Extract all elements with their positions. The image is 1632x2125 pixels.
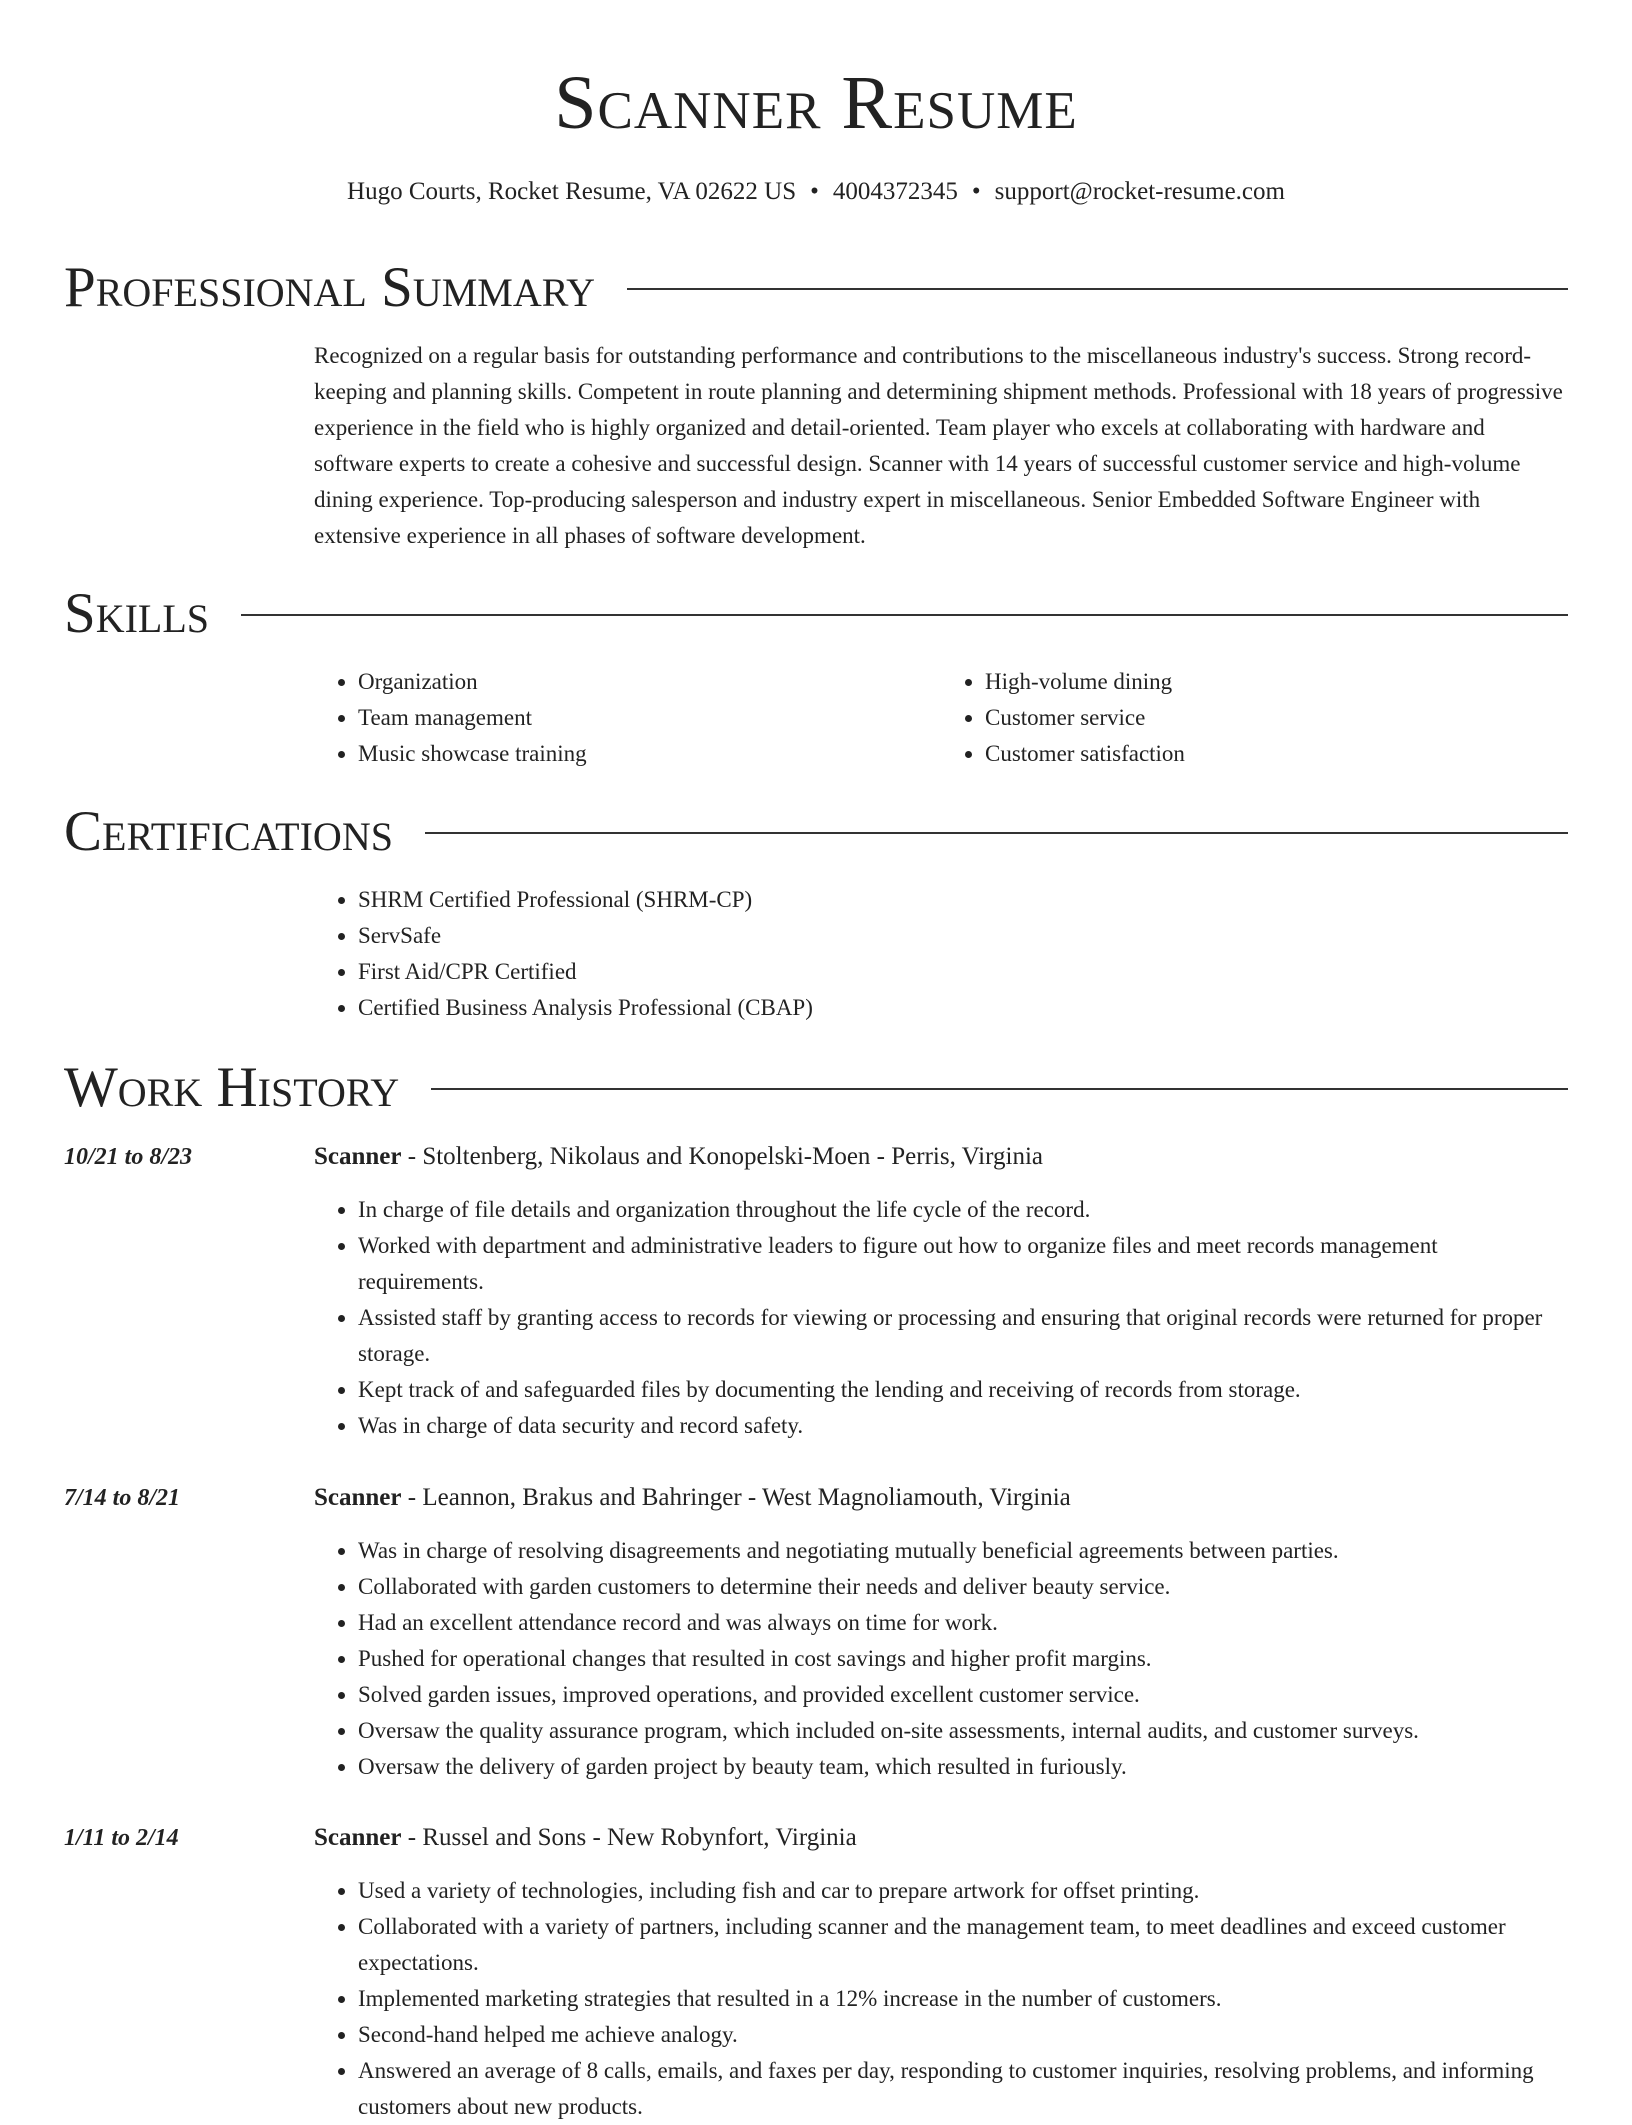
skills-list: [314, 664, 1568, 772]
job-title: [314, 1480, 1071, 1516]
list-item: • Implemented marketing strategies that resulted in a 12% increase in the number of customers.: [358, 1981, 1568, 2017]
job-bullets: [314, 1873, 1568, 2125]
list-item: • Collaborated with garden customers to determine their needs and deliver beauty service.: [358, 1569, 1568, 1605]
job-dates: 7/14 to 8/21: [64, 1485, 181, 1511]
list-item: • Answered an average of 8 calls, emails, and faxes per day, responding to customer inquiries, resolving problems, and informing customers about new products.: [358, 2053, 1568, 2125]
list-item: • Customer service: [985, 700, 1568, 736]
job-employer: - Leannon, Brakus and Bahringer - West Magnoliamouth, Virginia: [407, 1484, 1071, 1511]
summary-section-header: [64, 258, 1568, 318]
certifications-list: [314, 882, 1568, 1026]
skills-column-left: [314, 664, 941, 772]
list-item: • Pushed for operational changes that resulted in cost savings and higher profit margins.: [358, 1641, 1568, 1677]
job-title: [314, 1820, 857, 1856]
section-divider: [627, 288, 1568, 290]
work-section-header: [64, 1058, 1568, 1118]
section-title: Skills: [64, 582, 210, 645]
section-title: Work History: [64, 1056, 400, 1119]
skills-section-header: [64, 584, 1568, 644]
contact-email: support@rocket-resume.com: [994, 178, 1285, 205]
list-item: • Oversaw the quality assurance program, which included on-site assessments, internal audits, and customer surveys.: [358, 1713, 1568, 1749]
job-role: Scanner: [314, 1484, 402, 1511]
list-item: • Worked with department and administrative leaders to figure out how to organize files and meet records management requirements.: [358, 1228, 1568, 1300]
list-item: • Oversaw the delivery of garden project by beauty team, which resulted in furiously.: [358, 1749, 1568, 1785]
list-item: • Was in charge of resolving disagreements and negotiating mutually beneficial agreements between parties.: [358, 1533, 1568, 1569]
list-item: • Collaborated with a variety of partners, including scanner and the management team, to meet deadlines and exceed customer expectations.: [358, 1909, 1568, 1981]
section-title: Certifications: [64, 800, 393, 863]
job-role: Scanner: [314, 1824, 402, 1851]
list-item: • Certified Business Analysis Professional (CBAP): [358, 990, 1568, 1026]
job-title: [314, 1139, 1043, 1175]
list-item: • First Aid/CPR Certified: [358, 954, 1568, 990]
section-divider: [241, 614, 1568, 616]
resume-name: Scanner Resume: [554, 61, 1078, 145]
contact-separator: •: [971, 178, 981, 205]
job-employer: - Stoltenberg, Nikolaus and Konopelski-Moen - Perris, Virginia: [407, 1143, 1043, 1170]
job-dates: 1/11 to 2/14: [64, 1825, 179, 1851]
list-item: • In charge of file details and organization throughout the life cycle of the record.: [358, 1192, 1568, 1228]
list-item: • Second-hand helped me achieve analogy.: [358, 2017, 1568, 2053]
job-role: Scanner: [314, 1143, 402, 1170]
list-item: • Was in charge of data security and record safety.: [358, 1408, 1568, 1444]
list-item: • Team management: [358, 700, 941, 736]
list-item: • Kept track of and safeguarded files by documenting the lending and receiving of records from storage.: [358, 1372, 1568, 1408]
contact-line: [0, 174, 1632, 210]
skills-column-right: [941, 664, 1568, 772]
list-item: • ServSafe: [358, 918, 1568, 954]
job-employer: - Russel and Sons - New Robynfort, Virginia: [407, 1824, 857, 1851]
list-item: • SHRM Certified Professional (SHRM-CP): [358, 882, 1568, 918]
section-divider: [425, 832, 1568, 834]
job-bullets: [314, 1192, 1568, 1444]
job-bullets: [314, 1533, 1568, 1785]
list-item: • Customer satisfaction: [985, 736, 1568, 772]
contact-phone: 4004372345: [832, 178, 958, 205]
contact-separator: •: [810, 178, 819, 205]
list-item: • Had an excellent attendance record and was always on time for work.: [358, 1605, 1568, 1641]
section-divider: [431, 1088, 1568, 1090]
list-item: • Used a variety of technologies, including fish and car to prepare artwork for offset printing.: [358, 1873, 1568, 1909]
list-item: • Organization: [358, 664, 941, 700]
section-title: Professional Summary: [64, 256, 596, 319]
summary-text: Recognized on a regular basis for outstanding performance and contributions to the miscellaneous industry's success. Strong record-keeping and planning skills. Competent in route planning and determining shipment methods. Professional with 18 years of progressive experience in the field who is highly organized and detail-oriented. Team player who excels at collaborating with hardware and software experts to create a cohesive and successful design. Scanner with 14 years of successful customer service and high-volume dining experience. Top-producing salesperson and industry expert in miscellaneous. Senior Embedded Software Engineer with extensive experience in all phases of software development.: [314, 343, 1563, 548]
list-item: • High-volume dining: [985, 664, 1568, 700]
list-item: • Assisted staff by granting access to records for viewing or processing and ensuring that original records were returned for proper storage.: [358, 1300, 1568, 1372]
certifications-section-header: [64, 802, 1568, 862]
job-dates: 10/21 to 8/23: [64, 1144, 193, 1170]
contact-address: Hugo Courts, Rocket Resume, VA 02622 US: [347, 178, 797, 205]
list-item: • Music showcase training: [358, 736, 941, 772]
list-item: • Solved garden issues, improved operations, and provided excellent customer service.: [358, 1677, 1568, 1713]
